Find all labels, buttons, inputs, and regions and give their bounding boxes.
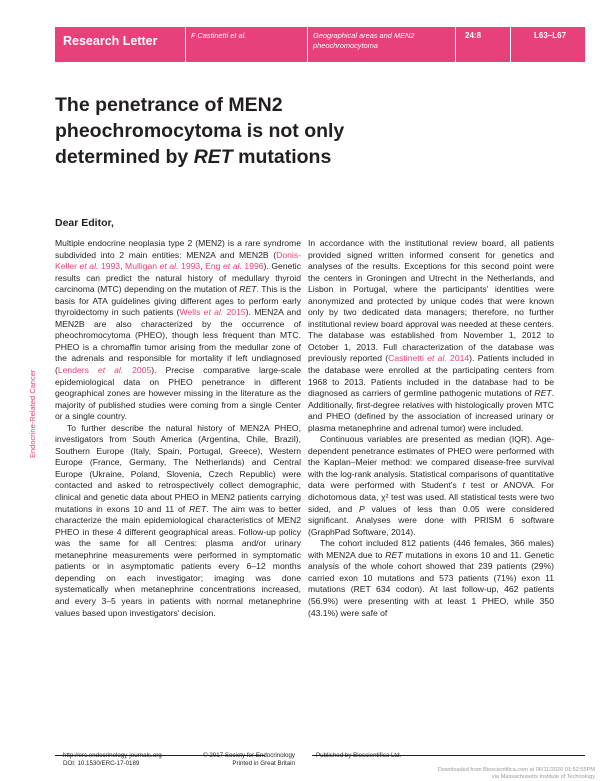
running-title: Geographical areas and MEN2 pheochromocytoma [313,31,415,50]
article-title [55,92,435,170]
citation-link[interactable]: Castinetti et al. 2014 [388,353,470,364]
doi: DOI: 10.1530/ERC-17-0189 [63,760,140,767]
printed-in: Printed in Great Britain [232,760,295,767]
title-gene-name: RET [193,146,233,168]
title-text: The penetrance of MEN2 pheochromocytoma is not only determined by [55,94,345,168]
citation-link[interactable]: Wells et al. 2015 [179,307,246,318]
article-type-label: Research Letter [63,34,158,48]
publisher: Published by Bioscientifica Ltd. [316,752,402,759]
paragraph: In accordance with the institutional review board, all patients provided signed written informed consent for genetics and analyses of the results. Exceptions for this second point were the centers in Groningen and Utrecht in the Netherlands, and Lisbon in Portugal, where the participants' identities were anonymized and protected by unique codes that were known only by two dedicated data managers; therefore, no further institutional review board approval was needed at these centers. The database was established from November 1, 2012 to October 1, 2013. Full characterization of the database was previously reported (Castinetti et al. 2014). Patients included in the database were enrolled at the participating centers from 1968 to 2013. Patients included in the database had to be diagnosed as carriers of germline pathogenic mutations of RET. Additionally, first-degree relatives with histologically proven MTC and PHEO (defined by the association of increased urinary or plasma metanephrine and adrenal tumor) were included. [308,238,555,433]
body-column-right [308,238,554,619]
header-divider [307,27,308,62]
citation-link[interactable]: Eng et al. 1996 [205,261,264,272]
title-text-end: mutations [232,146,332,168]
running-authors: F Castinetti et al. [191,31,247,40]
volume-issue: 24:8 [465,31,482,40]
salutation: Dear Editor, [55,217,114,229]
page-range: L63–L67 [534,31,567,40]
header-divider [455,27,456,62]
download-line: Downloaded from Bioscientifica.com at 06/11/2020 01:52:55PM [437,767,595,773]
header-divider [185,27,186,62]
journal-side-tag: Endocrine-Related Cancer [28,369,37,458]
journal-url[interactable]: http://erc.endocrinology-journals.org [63,752,162,759]
header-divider [510,27,511,62]
paragraph: The cohort included 812 patients (446 females, 366 males) with MEN2A due to RET mutations in exons 10 and 11. Genetic analysis of the whole cohort showed that 239 patients (29%) carried exon 10 mutations and 573 patients (71%) exon 11 mutations (RET 634 codon). At last follow-up, 462 patients (56.9%) were presenting with at least 1 PHEO, while 350 (43.1%) were safe of [308,538,554,618]
copyright: © 2017 Society for Endocrinology [203,752,295,759]
citation-link[interactable]: Mulligan et al. 1993 [125,261,201,272]
paragraph: To further describe the natural history of MEN2A PHEO, investigators from South America (Argentina, Chile, Brazil), Southern Europe (Italy, Spain, Portugal, Greece), Western Europe (France, Germany, The Netherlands) and Central Europe (Ukraine, Poland, Slovenia, Czech Republic) were contacted and asked to retrospectively collect demographic, clinical and genetic data about PHEO in MEN2 patients carrying mutations in exons 10 and 11 of RET. The aim was to better characterize the main epidemiological characteristics of MEN2 PHEO in these 4 different geographical areas. Follow-up policy was the same for all Centres: plasma and/or urinary metanephrine measurements were performed in symptomatic patients or in asymptomatic patients every 6–12 months depending on each investigator; imaging was done systematically when metanephrine concentrations increased, and every 3–5 years in patients with normal metanephrine values based upon investigators' decision. [55,422,301,618]
paragraph: Multiple endocrine neoplasia type 2 (MEN2) is a rare syndrome subdivided into 2 main entities: MEN2A and MEN2B (Donis-Keller et al. 1993, Mulligan et al. 1993, Eng et al. 1996). Genetic results can predict the natural history of medullary thyroid carcinoma (MTC) depending on the mutation of RET. This is the basis for ATA guidelines giving different ages to perform early thyroidectomy in such patients (Wells et al. 2015). MEN2A and MEN2B are also characterized by the occurrence of pheochromocytoma (PHEO), though less frequent than MTC. PHEO is a chromaffin tumor arising from the medullar zone of the adrenals and responsible for mortality if left undiagnosed (Lenders et al. 2005). Precise comparative large-scale epidemiological data on PHEO penetrance in different geographical zones are however missing in the literature as the majority of published studies were coming from a single Center or a single country. [55,238,301,422]
paragraph: Continuous variables are presented as median (IQR). Age-dependent penetrance estimates of PHEO were performed with the Kaplan–Meier method: we compared disease-free survival with the log-rank analysis. Statistical comparisons of quantitative data were performed with Student's t test or ANOVA. For dichotomous data, χ² test was used. All statistical tests were two sided, and P values of less than 0.05 were considered significant. Analyses were done with PRISM 6 software (GraphPad Software, 2014). [308,434,555,537]
citation-link[interactable]: Donis-Keller et al. 1993 [55,249,301,272]
download-note [405,767,595,781]
download-line: via Massachusetts Institute of Technology [491,774,595,780]
citation-link[interactable]: Lenders et al. 2005 [57,365,152,376]
body-column-left [55,238,301,619]
